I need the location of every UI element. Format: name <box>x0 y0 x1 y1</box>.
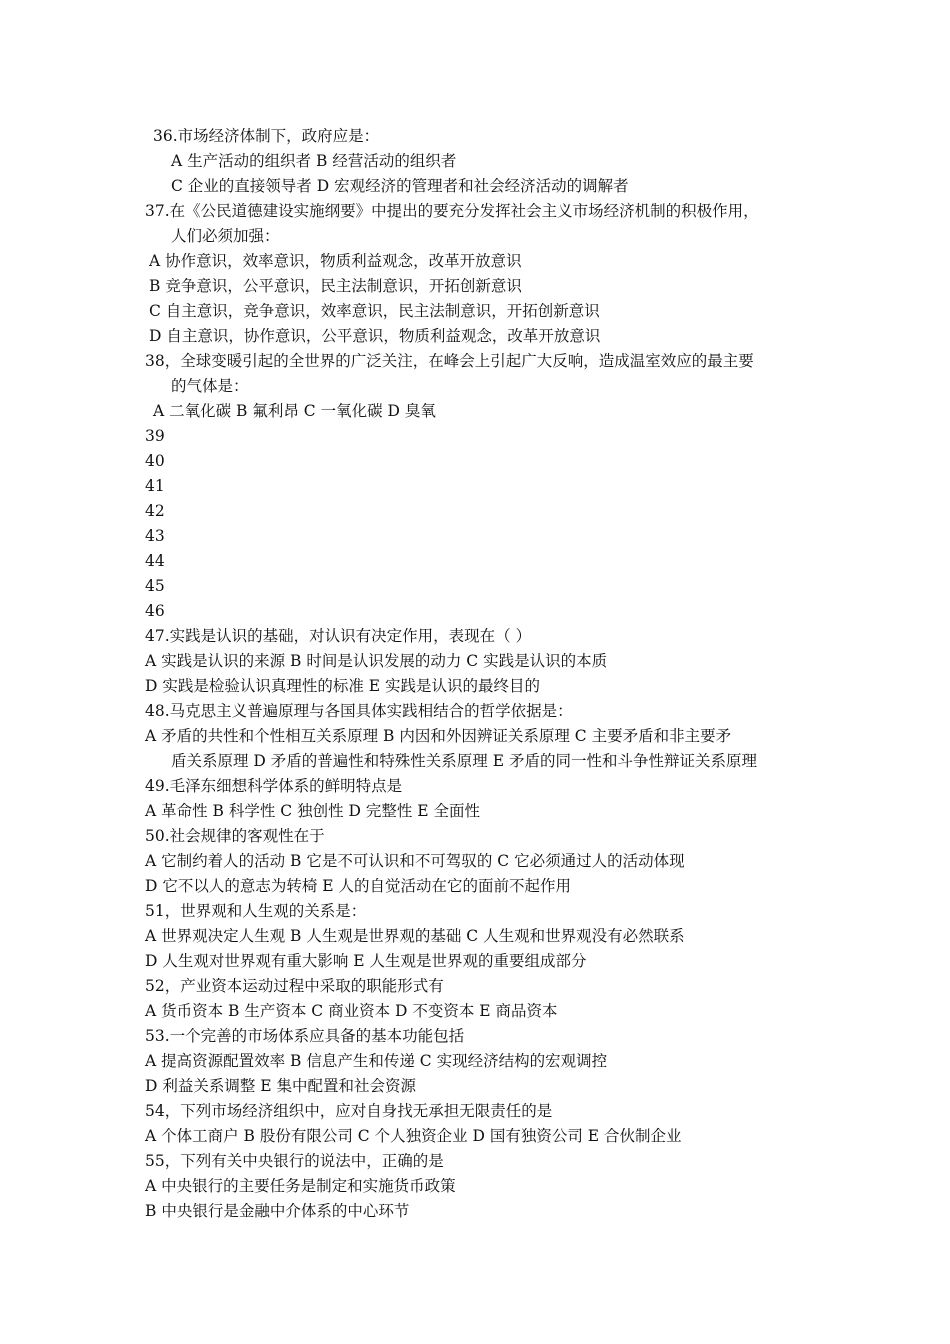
question-55-stem: 55，下列有关中央银行的说法中，正确的是 <box>145 1152 444 1170</box>
question-38-stem: 38，全球变暖引起的全世界的广泛关注，在峰会上引起广大反响，造成温室效应的最主要 <box>145 352 754 370</box>
question-37-stem: 37.在《公民道德建设实施纲要》中提出的要充分发挥社会主义市场经济机制的积极作用， <box>145 202 759 220</box>
question-52-stem: 52，产业资本运动过程中采取的职能形式有 <box>145 977 444 995</box>
question-54-stem: 54，下列市场经济组织中，应对自身找无承担无限责任的是 <box>145 1102 553 1120</box>
question-53-options-abc: A 提高资源配置效率 B 信息产生和传递 C 实现经济结构的宏观调控 <box>145 1052 608 1070</box>
question-36-options-cd: C 企业的直接领导者 D 宏观经济的管理者和社会经济活动的调解者 <box>171 177 629 195</box>
question-40-number: 40 <box>145 452 165 470</box>
question-51-options-de: D 人生观对世界观有重大影响 E 人生观是世界观的重要组成部分 <box>145 952 587 970</box>
question-54-options: A 个体工商户 B 股份有限公司 C 个人独资企业 D 国有独资公司 E 合伙制企业 <box>145 1127 682 1145</box>
question-52-options: A 货币资本 B 生产资本 C 商业资本 D 不变资本 E 商品资本 <box>145 1002 558 1020</box>
question-55-option-b: B 中央银行是金融中介体系的中心环节 <box>145 1202 410 1220</box>
question-51-stem: 51，世界观和人生观的关系是： <box>145 902 367 920</box>
question-37-stem-cont: 人们必须加强： <box>171 227 280 245</box>
question-38-stem-cont: 的气体是： <box>171 377 249 395</box>
question-50-stem: 50.社会规律的客观性在于 <box>145 827 325 845</box>
question-49-stem: 49.毛泽东细想科学体系的鲜明特点是 <box>145 777 403 795</box>
question-50-options-de: D 它不以人的意志为转椅 E 人的自觉活动在它的面前不起作用 <box>145 877 572 895</box>
question-41-number: 41 <box>145 477 165 495</box>
question-39-number: 39 <box>145 427 165 445</box>
question-48-options-cont: 盾关系原理 D 矛盾的普遍性和特殊性关系原理 E 矛盾的同一性和斗争性辩证关系原理 <box>171 752 757 770</box>
question-48-stem: 48.马克思主义普遍原理与各国具体实践相结合的哲学依据是： <box>145 702 573 720</box>
question-47-stem: 47.实践是认识的基础，对认识有决定作用，表现在（ ） <box>145 627 532 645</box>
question-47-options-abc: A 实践是认识的来源 B 时间是认识发展的动力 C 实践是认识的本质 <box>145 652 608 670</box>
question-49-options: A 革命性 B 科学性 C 独创性 D 完整性 E 全面性 <box>145 802 481 820</box>
question-46-number: 46 <box>145 602 165 620</box>
question-44-number: 44 <box>145 552 165 570</box>
document-body <box>145 124 825 1224</box>
question-53-options-de: D 利益关系调整 E 集中配置和社会资源 <box>145 1077 417 1095</box>
question-43-number: 43 <box>145 527 165 545</box>
question-37-option-d: D 自主意识，协作意识，公平意识，物质利益观念，改革开放意识 <box>149 327 601 345</box>
question-53-stem: 53.一个完善的市场体系应具备的基本功能包括 <box>145 1027 465 1045</box>
question-37-option-a: A 协作意识，效率意识，物质利益观念，改革开放意识 <box>149 252 522 270</box>
question-38-options: A 二氧化碳 B 氟利昂 C 一氧化碳 D 臭氧 <box>153 402 436 420</box>
question-51-options-abc: A 世界观决定人生观 B 人生观是世界观的基础 C 人生观和世界观没有必然联系 <box>145 927 685 945</box>
question-50-options-abc: A 它制约着人的活动 B 它是不可认识和不可驾驭的 C 它必须通过人的活动体现 <box>145 852 685 870</box>
question-42-number: 42 <box>145 502 165 520</box>
question-45-number: 45 <box>145 577 165 595</box>
question-47-options-de: D 实践是检验认识真理性的标准 E 实践是认识的最终目的 <box>145 677 541 695</box>
question-37-option-b: B 竞争意识，公平意识，民主法制意识，开拓创新意识 <box>149 277 522 295</box>
question-37-option-c: C 自主意识，竞争意识，效率意识，民主法制意识，开拓创新意识 <box>149 302 600 320</box>
question-48-options-abc: A 矛盾的共性和个性相互关系原理 B 内因和外因辨证关系原理 C 主要矛盾和非主要矛 <box>145 727 732 745</box>
question-55-option-a: A 中央银行的主要任务是制定和实施货币政策 <box>145 1177 456 1195</box>
question-36-stem: 36.市场经济体制下，政府应是： <box>153 127 380 145</box>
question-36-options-ab: A 生产活动的组织者 B 经营活动的组织者 <box>171 152 457 170</box>
